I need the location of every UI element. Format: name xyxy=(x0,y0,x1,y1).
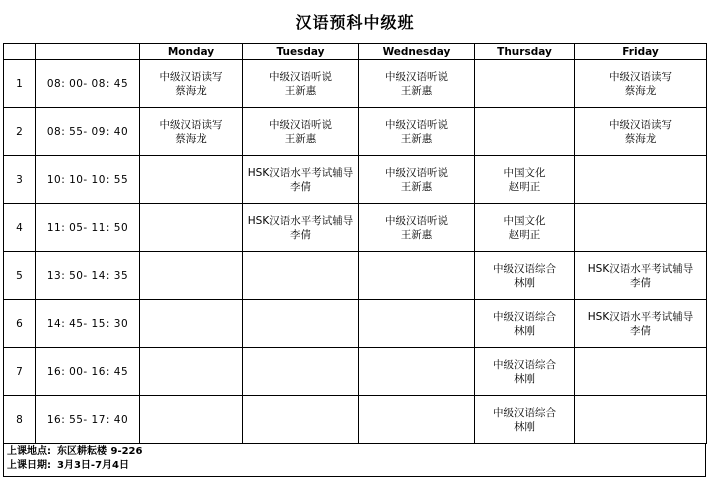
course-name: 中级汉语听说 xyxy=(385,118,448,131)
location-line xyxy=(7,445,705,459)
class-cell xyxy=(575,60,707,108)
table-row xyxy=(4,252,707,300)
course-name: HSK汉语水平考试辅导 xyxy=(587,310,694,323)
class-cell xyxy=(243,60,359,108)
course-name: HSK汉语水平考试辅导 xyxy=(247,214,354,227)
course-name: 中级汉语读写 xyxy=(159,118,223,131)
course-name: 中国文化 xyxy=(503,214,546,227)
header-day: Friday xyxy=(575,44,707,60)
teacher-name: 李倩 xyxy=(290,228,311,241)
period-number: 7 xyxy=(4,348,36,396)
class-cell xyxy=(575,108,707,156)
table-row xyxy=(4,204,707,252)
period-number: 2 xyxy=(4,108,36,156)
class-cell xyxy=(575,204,707,252)
header-day: Thursday xyxy=(475,44,575,60)
course-name: 中级汉语听说 xyxy=(269,70,332,83)
period-time: 16: 00- 16: 45 xyxy=(36,348,140,396)
schedule-table xyxy=(3,43,707,444)
class-cell xyxy=(475,60,575,108)
course-name: 中级汉语听说 xyxy=(269,118,332,131)
period-number: 8 xyxy=(4,396,36,444)
teacher-name: 林刚 xyxy=(514,372,535,385)
teacher-name: 林刚 xyxy=(514,276,535,289)
class-cell xyxy=(243,108,359,156)
class-cell xyxy=(243,396,359,444)
class-cell xyxy=(140,252,243,300)
teacher-name: 王新惠 xyxy=(284,84,317,97)
header-row xyxy=(4,44,707,60)
teacher-name: 蔡海龙 xyxy=(624,84,657,97)
teacher-name: 赵明正 xyxy=(508,180,541,193)
teacher-name: 蔡海龙 xyxy=(175,132,207,145)
course-name: 中级汉语读写 xyxy=(159,70,223,83)
teacher-name: 王新惠 xyxy=(400,228,433,241)
table-row xyxy=(4,348,707,396)
class-cell xyxy=(575,156,707,204)
teacher-name: 王新惠 xyxy=(400,132,433,145)
class-cell xyxy=(475,348,575,396)
class-cell xyxy=(359,300,475,348)
class-cell xyxy=(140,348,243,396)
table-row xyxy=(4,156,707,204)
table-row xyxy=(4,396,707,444)
location-label: 上课地点: xyxy=(7,446,51,457)
date-value: 3月3日-7月4日 xyxy=(57,460,129,471)
course-name: HSK汉语水平考试辅导 xyxy=(587,262,694,275)
class-cell xyxy=(243,348,359,396)
period-time: 11: 05- 11: 50 xyxy=(36,204,140,252)
class-cell xyxy=(575,300,707,348)
period-time: 14: 45- 15: 30 xyxy=(36,300,140,348)
teacher-name: 林刚 xyxy=(514,324,535,337)
class-cell xyxy=(243,204,359,252)
teacher-name: 赵明正 xyxy=(508,228,541,241)
header-day: Monday xyxy=(140,44,243,60)
class-cell xyxy=(359,156,475,204)
class-cell xyxy=(475,108,575,156)
period-time: 10: 10- 10: 55 xyxy=(36,156,140,204)
teacher-name: 王新惠 xyxy=(284,132,317,145)
class-cell xyxy=(575,252,707,300)
teacher-name: 李倩 xyxy=(630,324,651,337)
period-time: 13: 50- 14: 35 xyxy=(36,252,140,300)
teacher-name: 王新惠 xyxy=(400,180,433,193)
course-name: 中级汉语听说 xyxy=(385,214,448,227)
teacher-name: 林刚 xyxy=(514,420,535,433)
class-cell xyxy=(475,252,575,300)
table-row xyxy=(4,60,707,108)
class-cell xyxy=(140,60,243,108)
class-cell xyxy=(475,156,575,204)
header-num xyxy=(4,44,36,60)
course-name: 中级汉语综合 xyxy=(493,262,556,275)
location-value: 东区耕耘楼 9-226 xyxy=(57,446,143,457)
teacher-name: 李倩 xyxy=(290,180,311,193)
class-cell xyxy=(475,300,575,348)
teacher-name: 李倩 xyxy=(630,276,651,289)
footer-info xyxy=(3,444,706,477)
class-cell xyxy=(575,348,707,396)
class-cell xyxy=(475,204,575,252)
period-number: 3 xyxy=(4,156,36,204)
class-cell xyxy=(359,396,475,444)
page-title: 汉语预科中级班 xyxy=(295,13,415,32)
period-number: 5 xyxy=(4,252,36,300)
class-cell xyxy=(359,60,475,108)
course-name: 中级汉语听说 xyxy=(385,70,448,83)
course-name: 中国文化 xyxy=(503,166,546,179)
course-name: 中级汉语综合 xyxy=(493,406,556,419)
header-time xyxy=(36,44,140,60)
class-cell xyxy=(140,204,243,252)
period-time: 08: 00- 08: 45 xyxy=(36,60,140,108)
course-name: 中级汉语读写 xyxy=(609,118,672,131)
period-time: 16: 55- 17: 40 xyxy=(36,396,140,444)
table-row xyxy=(4,300,707,348)
class-cell xyxy=(243,252,359,300)
teacher-name: 王新惠 xyxy=(400,84,433,97)
class-cell xyxy=(359,252,475,300)
period-number: 4 xyxy=(4,204,36,252)
class-cell xyxy=(243,300,359,348)
course-name: 中级汉语听说 xyxy=(385,166,448,179)
class-cell xyxy=(359,108,475,156)
class-cell xyxy=(140,108,243,156)
teacher-name: 蔡海龙 xyxy=(624,132,657,145)
period-time: 08: 55- 09: 40 xyxy=(36,108,140,156)
course-name: HSK汉语水平考试辅导 xyxy=(247,166,354,179)
class-cell xyxy=(243,156,359,204)
header-day: Wednesday xyxy=(359,44,475,60)
class-cell xyxy=(140,300,243,348)
class-cell xyxy=(575,396,707,444)
table-row xyxy=(4,108,707,156)
class-cell xyxy=(140,396,243,444)
period-number: 1 xyxy=(4,60,36,108)
course-name: 中级汉语综合 xyxy=(493,310,556,323)
teacher-name: 蔡海龙 xyxy=(175,84,207,97)
date-label: 上课日期: xyxy=(7,460,51,471)
class-cell xyxy=(140,156,243,204)
period-number: 6 xyxy=(4,300,36,348)
class-cell xyxy=(359,204,475,252)
class-cell xyxy=(359,348,475,396)
course-name: 中级汉语综合 xyxy=(493,358,556,371)
date-line xyxy=(7,459,705,473)
class-cell xyxy=(475,396,575,444)
course-name: 中级汉语读写 xyxy=(609,70,672,83)
header-day: Tuesday xyxy=(243,44,359,60)
